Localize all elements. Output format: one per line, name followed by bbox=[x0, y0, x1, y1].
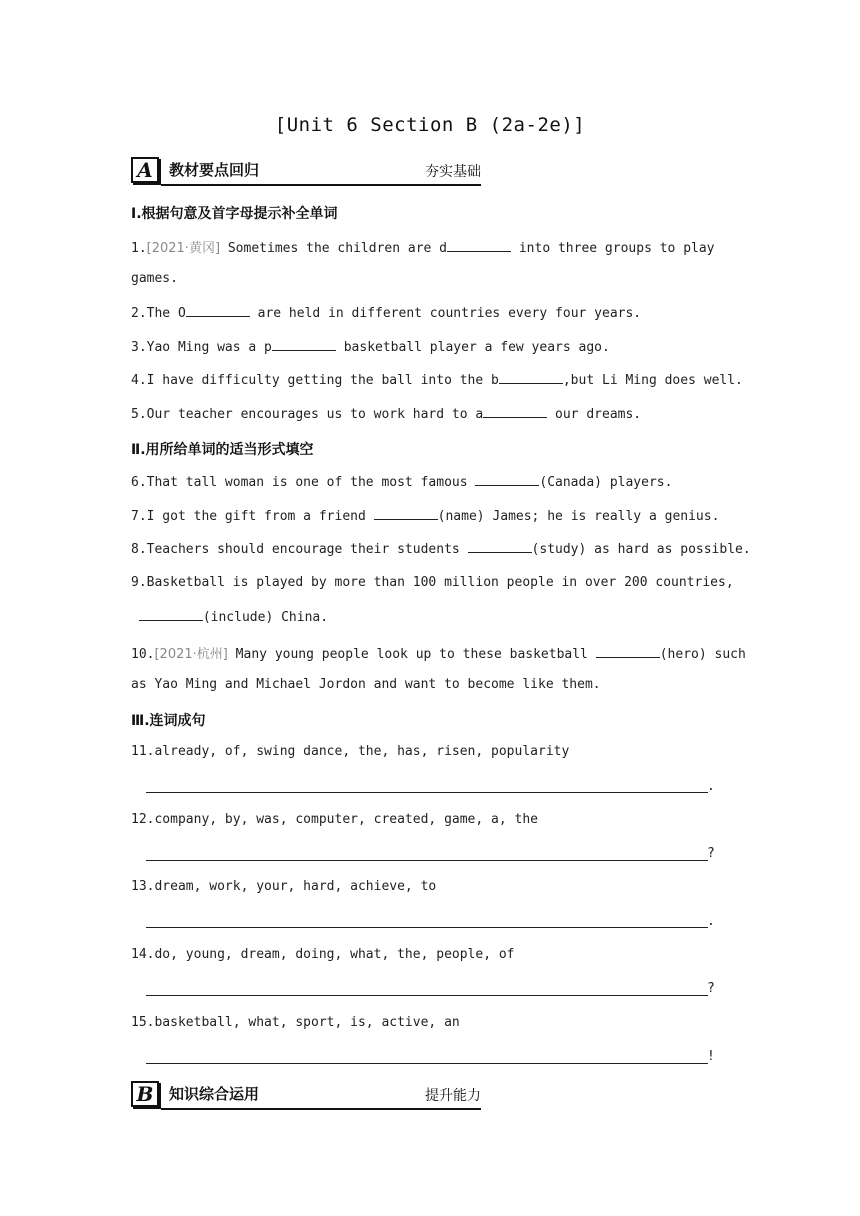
q14-end-mark: ? bbox=[707, 981, 715, 996]
section-3-heading: Ⅲ.连词成句 bbox=[131, 713, 206, 729]
banner-a-right: 夯实基础 bbox=[425, 164, 481, 180]
q15-answer-line[interactable] bbox=[146, 1062, 708, 1064]
q5-pre: 5.Our teacher encourages us to work hard to a bbox=[131, 407, 484, 422]
q10-post: (hero) such bbox=[659, 647, 746, 662]
banner-a-badge: A bbox=[131, 157, 159, 183]
q2-post: are held in different countries every four years. bbox=[249, 306, 642, 321]
question-13: 13.dream, work, your, hard, achieve, to bbox=[131, 879, 437, 894]
question-5 bbox=[131, 406, 641, 422]
q12-answer-line[interactable] bbox=[146, 859, 708, 861]
page-title: [Unit 6 Section B (2a-2e)] bbox=[274, 114, 586, 136]
banner-b-name: 知识综合运用 bbox=[169, 1085, 260, 1103]
q6-post: (Canada) players. bbox=[539, 475, 673, 490]
q8-pre: 8.Teachers should encourage their students bbox=[131, 542, 468, 557]
q10-pre: Many young people look up to these basketball bbox=[227, 647, 596, 662]
q3-post: basketball player a few years ago. bbox=[335, 340, 610, 355]
q10-number: 10. bbox=[131, 647, 155, 662]
banner-a-name: 教材要点回归 bbox=[169, 161, 260, 179]
q4-pre: 4.I have difficulty getting the ball into the b bbox=[131, 373, 499, 388]
q13-answer-line[interactable] bbox=[146, 926, 708, 928]
q7-post: (name) James; he is really a genius. bbox=[437, 509, 720, 524]
question-10 bbox=[131, 643, 746, 662]
q1-source: [2021·黄冈] bbox=[146, 241, 221, 256]
q6-pre: 6.That tall woman is one of the most famous bbox=[131, 475, 476, 490]
q4-blank[interactable] bbox=[499, 372, 563, 384]
q8-blank[interactable] bbox=[468, 541, 532, 553]
q1-blank[interactable] bbox=[447, 240, 511, 252]
q3-pre: 3.Yao Ming was a p bbox=[131, 340, 272, 355]
q1-post: into three groups to play bbox=[511, 241, 715, 256]
question-9: 9.Basketball is played by more than 100 million people in over 200 countries, bbox=[131, 575, 734, 590]
banner-b-right: 提升能力 bbox=[425, 1088, 481, 1104]
question-11: 11.already, of, swing dance, the, has, risen, popularity bbox=[131, 744, 570, 759]
question-8 bbox=[131, 541, 751, 557]
question-9-cont bbox=[131, 609, 328, 625]
section-banner-a bbox=[131, 157, 481, 187]
question-7 bbox=[131, 508, 719, 524]
question-6 bbox=[131, 474, 672, 490]
q11-answer-line[interactable] bbox=[146, 791, 708, 793]
section-2-heading: Ⅱ.用所给单词的适当形式填空 bbox=[131, 442, 314, 458]
question-2 bbox=[131, 305, 641, 321]
q12-end-mark: ? bbox=[707, 846, 715, 861]
q10-blank[interactable] bbox=[596, 646, 660, 658]
q4-post: ,but Li Ming does well. bbox=[562, 373, 743, 388]
q5-post: our dreams. bbox=[547, 407, 642, 422]
q1-pre: Sometimes the children are d bbox=[220, 241, 448, 256]
q3-blank[interactable] bbox=[272, 339, 336, 351]
q5-blank[interactable] bbox=[483, 406, 547, 418]
question-1-cont: games. bbox=[131, 271, 178, 286]
q9-blank[interactable] bbox=[139, 609, 203, 621]
q1-number: 1. bbox=[131, 241, 147, 256]
q10-source: [2021·杭州] bbox=[154, 647, 228, 662]
question-10-cont: as Yao Ming and Michael Jordon and want to become like them. bbox=[131, 677, 601, 692]
question-12: 12.company, by, was, computer, created, game, a, the bbox=[131, 812, 538, 827]
section-1-heading: Ⅰ.根据句意及首字母提示补全单词 bbox=[131, 206, 338, 222]
banner-b-rule bbox=[161, 1108, 481, 1110]
banner-a-rule bbox=[161, 184, 481, 186]
q2-blank[interactable] bbox=[186, 305, 250, 317]
section-banner-b bbox=[131, 1081, 481, 1111]
q8-post: (study) as hard as possible. bbox=[531, 542, 751, 557]
question-15: 15.basketball, what, sport, is, active, an bbox=[131, 1015, 460, 1030]
question-14: 14.do, young, dream, doing, what, the, people, of bbox=[131, 947, 515, 962]
q7-blank[interactable] bbox=[374, 508, 438, 520]
question-1 bbox=[131, 237, 715, 256]
q6-blank[interactable] bbox=[475, 474, 539, 486]
q14-answer-line[interactable] bbox=[146, 994, 708, 996]
q9-post: (include) China. bbox=[202, 610, 329, 625]
q15-end-mark: ! bbox=[707, 1049, 715, 1064]
banner-b-badge: B bbox=[131, 1081, 159, 1107]
q11-end-mark: . bbox=[707, 779, 715, 794]
q7-pre: 7.I got the gift from a friend bbox=[131, 509, 374, 524]
question-4 bbox=[131, 372, 743, 388]
question-3 bbox=[131, 339, 610, 355]
q13-end-mark: . bbox=[707, 914, 715, 929]
q2-pre: 2.The O bbox=[131, 306, 186, 321]
